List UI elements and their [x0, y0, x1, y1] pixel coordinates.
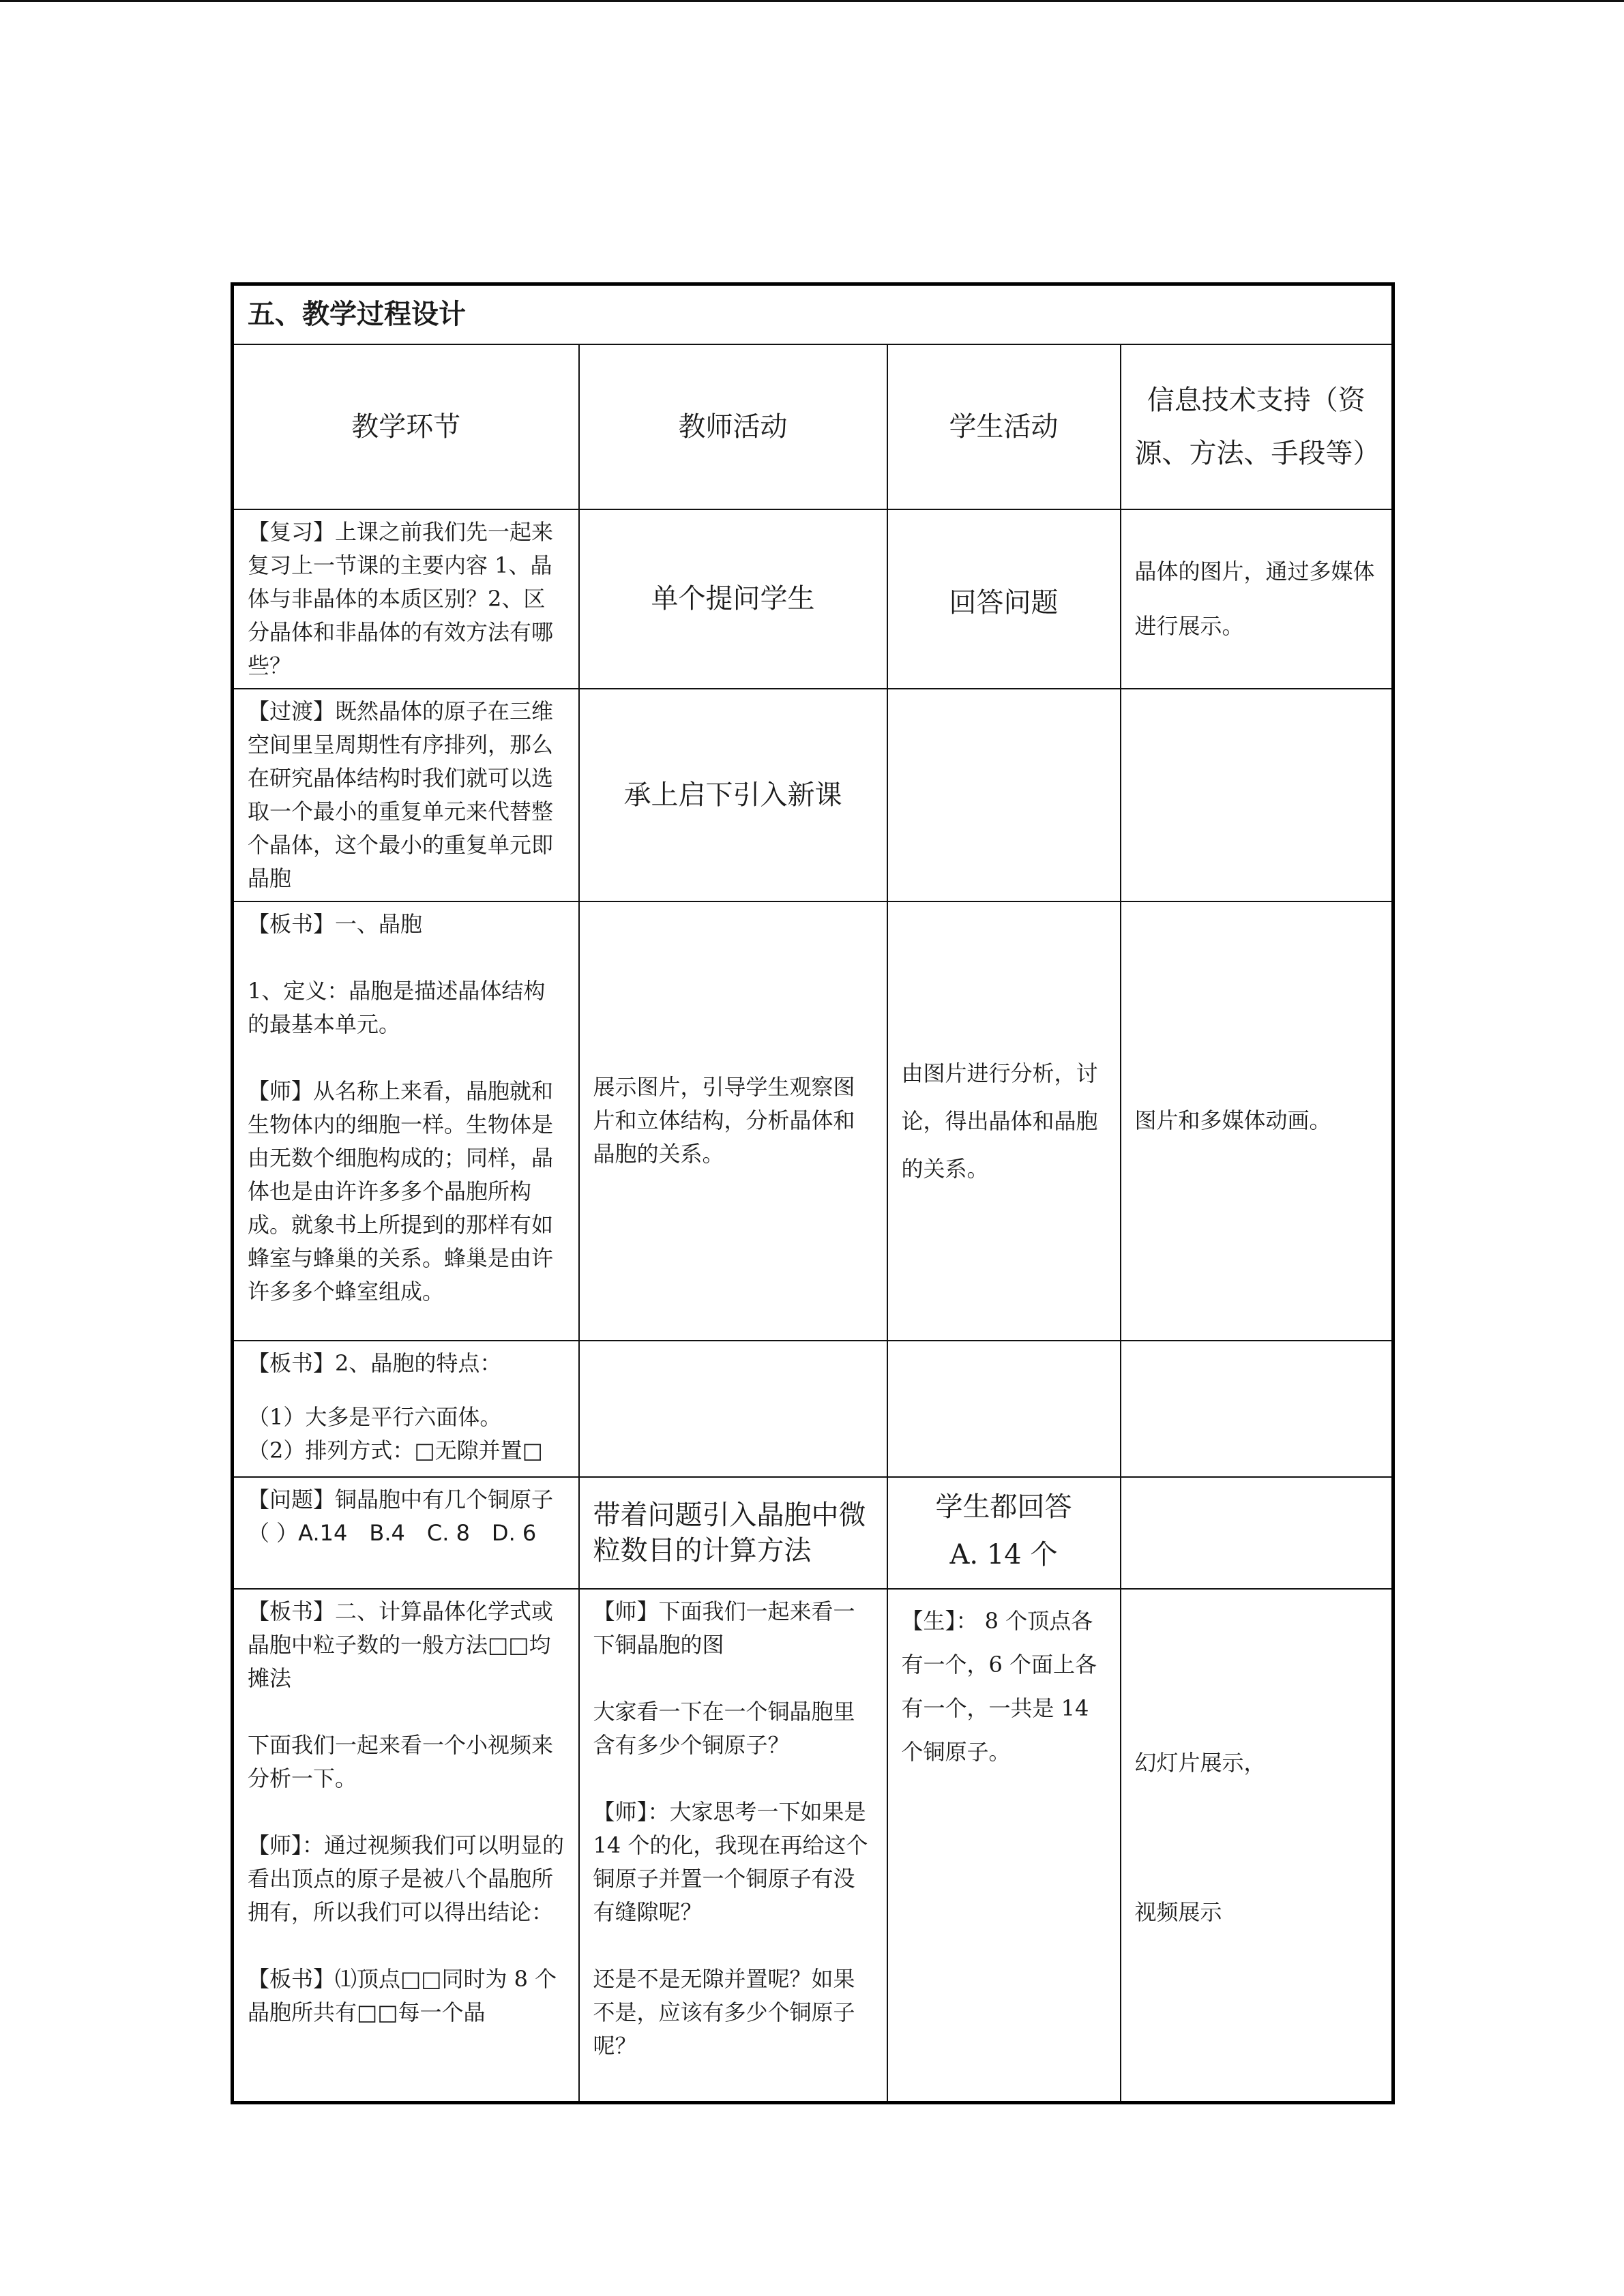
row-counting-student: 【生】： 8 个顶点各有一个，6 个面上各有一个，一共是 14 个铜原子。: [887, 1589, 1121, 2103]
counting-teacher-p1: 【师】下面我们一起来看一下铜晶胞的图: [593, 1598, 855, 1658]
features-item-2: （2）排列方式：□无隙并置□: [248, 1437, 543, 1463]
row-transition-teacher: 承上启下引入新课: [579, 689, 887, 901]
row-review-tech: 晶体的图片，通过多媒体进行展示。: [1121, 509, 1393, 689]
row-transition-stage: 【过渡】既然晶体的原子在三维空间里呈周期性有序排列，那么在研究晶体结构时我们就可以选取一个最小的重复单元来代替整个晶体，这个最小的重复单元即晶胞: [233, 689, 579, 901]
header-stage: 教学环节: [233, 344, 579, 509]
row-question-student: [887, 1477, 1121, 1589]
row-features-tech: [1121, 1341, 1393, 1477]
counting-tech-slides: 幻灯片展示，: [1134, 1749, 1266, 1776]
unit-cell-board-heading: 【板书】一、晶胞: [248, 910, 423, 937]
spacer: [248, 1795, 565, 1829]
row-features-stage: [233, 1341, 579, 1477]
row-review-teacher: 单个提问学生: [579, 509, 887, 689]
row-question-stage: 【问题】铜晶胞中有几个铜原子（ ）A.14 B.4 C. 8 D. 6: [233, 1477, 579, 1589]
counting-tech-video: 视频展示: [1134, 1898, 1222, 1925]
spacer: [1135, 1780, 1378, 1896]
row-review-student: 回答问题: [887, 509, 1121, 689]
row-unit-cell-teacher: 展示图片，引导学生观察图片和立体结构，分析晶体和晶胞的关系。: [579, 901, 887, 1341]
row-features-teacher: [579, 1341, 887, 1477]
unit-cell-teacher-explanation: 【师】从名称上来看，晶胞就和生物体内的细胞一样。生物体是由无数个细胞构成的；同样，晶体也是由许许多多个晶胞所构成。就象书上所提到的那样有如蜂室与蜂巢的关系。蜂巢是由许许多多个蜂室组成。: [248, 1077, 554, 1304]
counting-video-intro: 下面我们一起来看一个小视频来分析一下。: [248, 1731, 554, 1791]
spacer: [593, 1929, 873, 1963]
header-tech-support: 信息技术支持（资源、方法、手段等）: [1121, 344, 1393, 509]
row-counting-teacher: [579, 1589, 887, 2103]
spacer: [248, 1041, 565, 1075]
question-student-answer-label: 学生都回答: [935, 1491, 1072, 1523]
features-board-heading: 【板书】2、晶胞的特点：: [248, 1350, 502, 1376]
row-counting-stage: [233, 1589, 579, 2103]
row-transition-student: [887, 689, 1121, 901]
row-unit-cell-tech: 图片和多媒体动画。: [1121, 901, 1393, 1341]
row-counting-tech: [1121, 1589, 1393, 2103]
teaching-process-table: [231, 282, 1395, 2104]
counting-board-vertex-rule: 【板书】⑴顶点□□同时为 8 个晶胞所共有□□每一个晶: [248, 1965, 557, 2025]
spacer: [248, 1380, 565, 1401]
counting-teacher-p3: 【师】：大家思考一下如果是 14 个的化，我现在再给这个铜原子并置一个铜原子有没有缝隙呢？: [593, 1798, 873, 1925]
row-question-teacher: 带着问题引入晶胞中微粒数目的计算方法: [579, 1477, 887, 1589]
counting-board-heading: 【板书】二、计算晶体化学式或晶胞中粒子数的一般方法□□均摊法: [248, 1598, 554, 1691]
question-student-answer-value: A. 14 个: [949, 1538, 1058, 1570]
counting-teacher-conclusion: 【师】：通过视频我们可以明显的看出顶点的原子是被八个晶胞所拥有，所以我们可以得出结论：: [248, 1832, 565, 1925]
page-top-border: [0, 0, 1624, 2]
spacer: [593, 1762, 873, 1795]
features-item-1: （1）大多是平行六面体。: [248, 1403, 502, 1430]
section-title: 五、教学过程设计: [233, 284, 1393, 344]
row-unit-cell-stage: [233, 901, 579, 1341]
counting-teacher-p2: 大家看一下在一个铜晶胞里含有多少个铜原子？: [593, 1698, 855, 1758]
row-question-tech: [1121, 1477, 1393, 1589]
row-features-student: [887, 1341, 1121, 1477]
row-review-stage: 【复习】上课之前我们先一起来复习上一节课的主要内容 1、晶体与非晶体的本质区别？2、区分晶体和非晶体的有效方法有哪些？: [233, 509, 579, 689]
header-student-activity: 学生活动: [887, 344, 1121, 509]
row-transition-tech: [1121, 689, 1393, 901]
header-teacher-activity: 教师活动: [579, 344, 887, 509]
row-unit-cell-student: 由图片进行分析，讨论，得出晶体和晶胞的关系。: [887, 901, 1121, 1341]
spacer: [593, 1662, 873, 1695]
spacer: [248, 941, 565, 974]
unit-cell-definition: 1、定义：晶胞是描述晶体结构的最基本单元。: [248, 977, 546, 1037]
spacer: [248, 1695, 565, 1729]
counting-teacher-p4: 还是不是无隙并置呢？如果不是，应该有多少个铜原子呢？: [593, 1965, 855, 2059]
spacer: [248, 1929, 565, 1963]
